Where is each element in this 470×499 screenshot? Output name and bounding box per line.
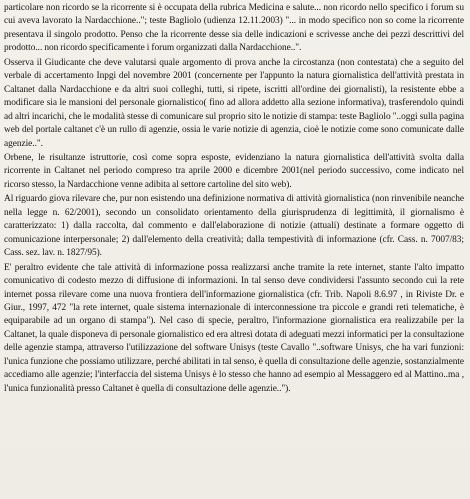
paragraph-judge-observation: Osserva il Giudicante che deve valutarsi quale argomento di prova anche la circostanza (non contestata) che a seguito del verbale di accertamento Inpgi del novembre 2001 (concernente per l'appunto la natura giornalistica dell'attività prestata in Caltanet dalla Nardacchione e da altri suoi colleghi, tutti, si ripete, iscritti all'ordine dei giornalisti), la resistente ebbe a modificare sia le mansioni del personale giornalistico( fino ad allora addetto alla sezione informativa), trasferendolo quindi ad altri incarichi, che le modalità stesse di comunicare sul proprio sito le notizie di stampa: teste Bagliolo "..oggi sulla pagina web del portale caltanet c'è un rullo di agenzie, ossia le varie notizie di agenzia, cioè le notizie come sono comunicate dalle agenzie..".	[4, 57, 464, 149]
paragraph-journalism-definition: Al riguardo giova rilevare che, pur non esistendo una definizione normativa di attività giornalistica (non rinvenibile neanche nella legge n. 62/2001), secondo un consolidato orientamento della giurisprudenza di legittimità, il giornalismo è caratterizzato: 1) dalla raccolta, dal commento e dall'elaborazione di notizie (attuali) destinate a formare oggetto di comunicazione interpersonale; 2) dall'elemento della creatività; dalla tempestività di informazione (cfr. Cass. n. 7007/83; Cass. sez. lav. n. 1827/95).	[4, 194, 464, 259]
paragraph-testimony: particolare non ricordo se la ricorrente si è occupata della rubrica Medicina e salute... non ricordo nello specifico i forum su cui aveva lavorato la Nardacchione.."; teste Bagliolo (udienza 12.11.2003) "... in modo specifico non so come la ricorrente presentava il singolo prodotto. Penso che la ricorrente desse sia delle indicazioni e scrivesse anche dei pezzi descrittivi del prodotto... non ricordo specificamente i forum organizzati dalla Nardacchione..".	[4, 3, 464, 54]
paragraph-internet-journalism: E' peraltro evidente che tale attività di informazione possa realizzarsi anche tramite la rete internet, stante l'alto impatto comunicativo di codesto mezzo di diffusione di informazioni. In tal senso deve condividersi l'assunto secondo cui la rete internet possa rilevare come una nuova frontiera dell'informazione giornalistica (cfr. Trib. Napoli 8.6.97 , in Riviste Dr. e Giur., 1997, 472 "la rete internet, quale sistema internazionale di interconnessione tra piccole e grandi reti telematiche, è equiparabile ad un organo di stampa"). Nel caso di specie, peraltro, l'informazione giornalistica era realizzabile per la Caltanet, la quale disponeva di personale giornalistico ed era altresì dotata di adeguati mezzi informatici per la consultazione delle agenzie stampa, attraverso l'utilizzazione del software Unisys (teste Cavallo "..software Unisys, che ha vari funzioni: l'unica funzione che possiamo utilizzare, perché abilitati in tal senso, è quella di consultazione delle agenzie, sostanzialmente accediamo alle agenzie; l'interfaccia del sistema Unisys è lo stesso che hanno ad esempio al Messaggero ed al Mattino..ma , l'unica funzionalità presso Caltanet è quella di consultazione delle agenzie..").	[4, 262, 464, 394]
paragraph-findings: Orbene, le risultanze istruttorie, così come sopra esposte, evidenziano la natura giornalistica dell'attività svolta dalla ricorrente in Caltanet nel periodo compreso tra aprile 2000 e dicembre 2001(nel periodo successivo, come indicato nel ricorso stesso, la Nardacchione venne adibita al settore cartoline del sito web).	[4, 152, 464, 190]
